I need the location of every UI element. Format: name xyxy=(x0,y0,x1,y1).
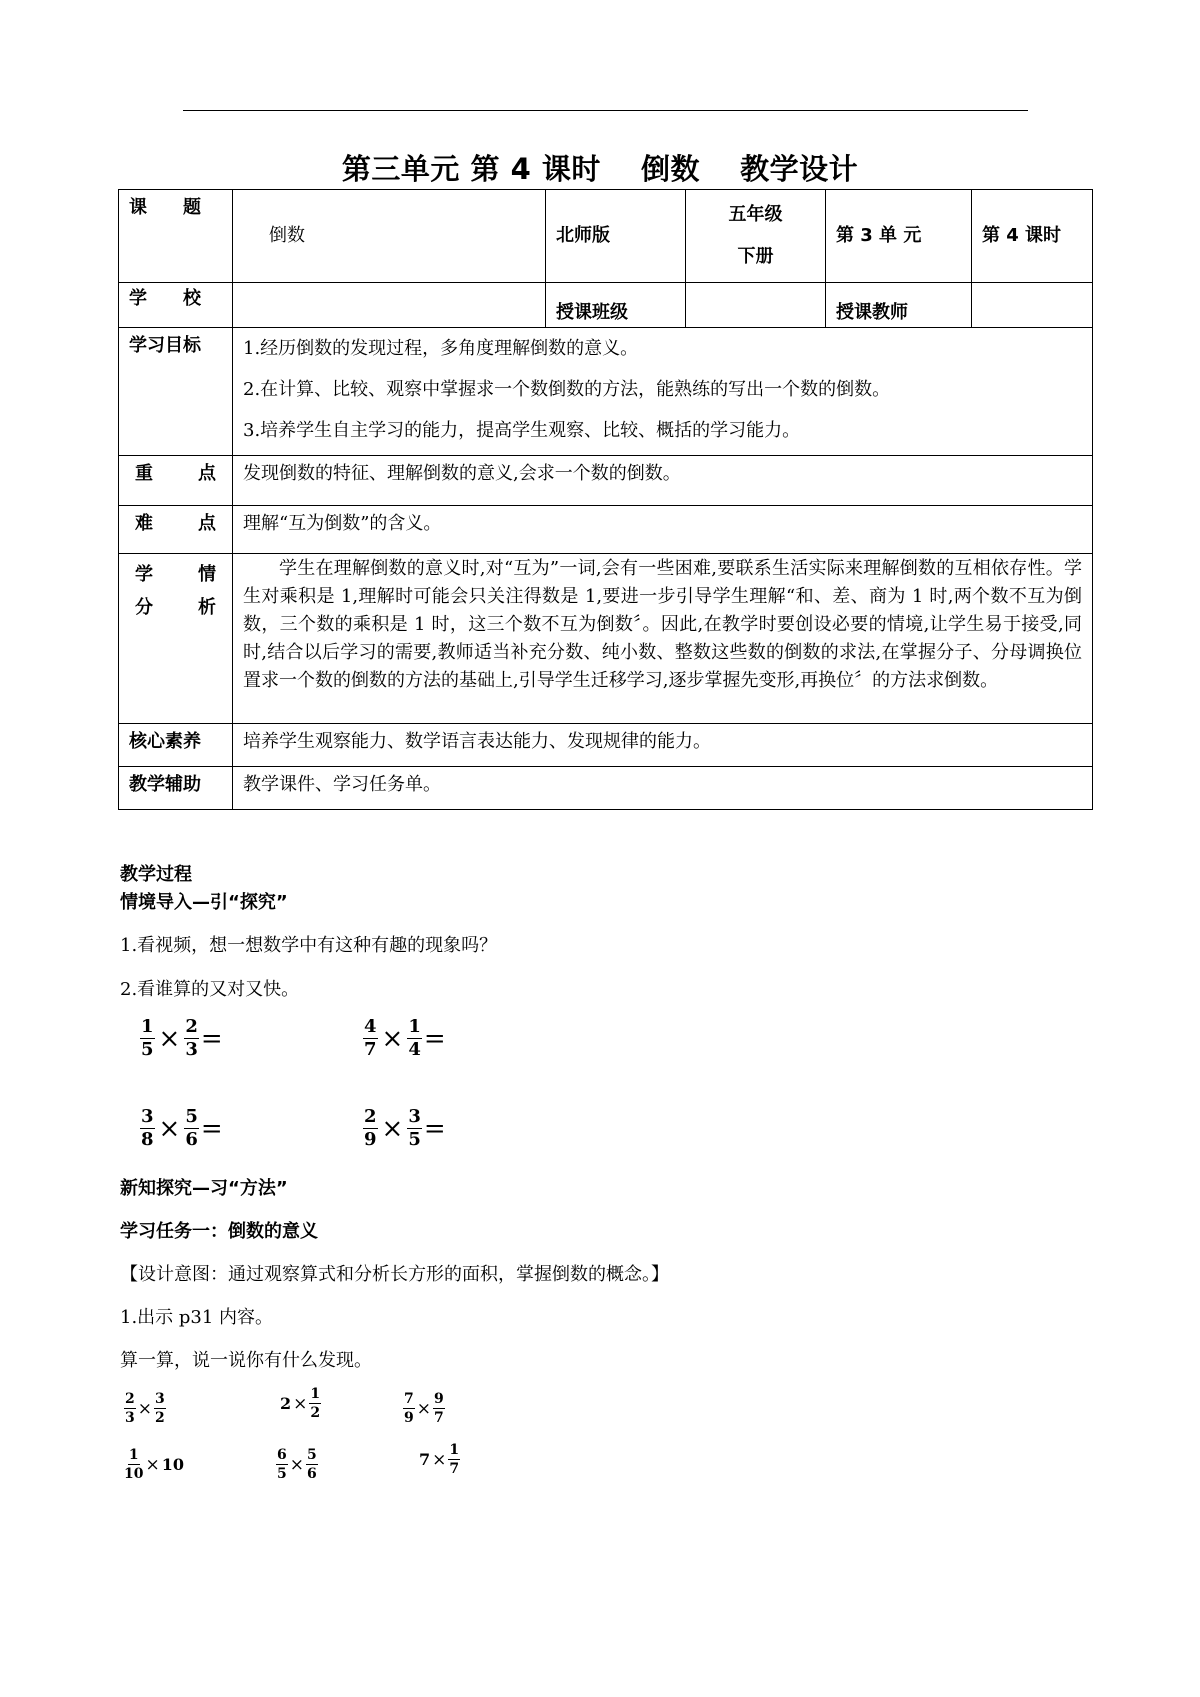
new-knowledge-heading: 新知探究—习“方法” xyxy=(120,1178,288,1199)
difficulty-label: 难 点 xyxy=(119,506,233,554)
analysis-label: 学 情 分 析 xyxy=(119,554,233,724)
quick-calc-2: $\frac{4}{7}$ × $\frac{1}{4}$ = xyxy=(364,1016,446,1060)
calc-prompt: 算一算，说一说你有什么发现。 xyxy=(120,1350,372,1371)
header-rule xyxy=(183,110,1028,111)
goal-item-2: 2.在计算、比较、观察中掌握求一个数倒数的方法，能熟练的写出一个数的倒数。 xyxy=(243,379,891,400)
table-row-analysis xyxy=(119,554,1093,724)
school-label: 学 校 xyxy=(119,283,233,328)
task-1-heading: 学习任务一：倒数的意义 xyxy=(120,1221,318,1242)
analysis-text: 学生在理解倒数的意义时,对“互为”一词,会有一些困难,要联系生活实际来理解倒数的互相依存性。学生对乘积是 1,理解时可能会只关注得数是 1,要进一步引导学生理解“和、差、商为 1 时,两个数不互为倒数，三个数的乘积是 1 时，这三个数不互为倒数〞。因此,在教学时要创设必要的情境,让学生易于接受,同时,结合以后学习的需要,教师适当补充分数、纯小数、整数这些数的倒数的求法,在掌握分子、分母调换位置求一个数的倒数的方法的基础上,引导学生迁移学习,逐步掌握先变形,再换位〞的方法求倒数。 xyxy=(233,554,1093,724)
step-2: 2.看谁算的又对又快。 xyxy=(120,979,300,1000)
show-content: 1.出示 p31 内容。 xyxy=(120,1307,274,1328)
grade-line-2: 下册 xyxy=(737,246,774,267)
design-intent: 【设计意图：通过观察算式和分析长方形的面积，掌握倒数的概念。】 xyxy=(120,1264,669,1285)
key-point-label: 重 点 xyxy=(119,456,233,506)
table-row-goals xyxy=(119,328,1093,456)
edition-value: 北师版 xyxy=(546,190,686,283)
table-row-key-point xyxy=(119,456,1093,506)
lesson-value: 第 4 课时 xyxy=(972,190,1093,283)
aids-text: 教学课件、学习任务单。 xyxy=(233,767,1093,810)
table-row-aids xyxy=(119,767,1093,810)
goal-item-1: 1.经历倒数的发现过程，多角度理解倒数的意义。 xyxy=(243,338,639,359)
example-2: 2 × $\frac{1}{2}$ xyxy=(280,1386,321,1421)
aids-label: 教学辅助 xyxy=(119,767,233,810)
example-1: $\frac{2}{3}$ × $\frac{3}{2}$ xyxy=(125,1391,165,1426)
topic-label: 课 题 xyxy=(119,190,233,283)
example-6: 7 × $\frac{1}{7}$ xyxy=(419,1442,460,1477)
teacher-label: 授课教师 xyxy=(826,283,972,328)
quick-calc-4: $\frac{2}{9}$ × $\frac{3}{5}$ = xyxy=(364,1106,446,1150)
core-label: 核心素养 xyxy=(119,724,233,767)
goals-list xyxy=(233,328,1093,456)
document-title: 第三单元 第 4 课时 倒数 教学设计 xyxy=(341,152,859,186)
example-5: $\frac{6}{5}$ × $\frac{5}{6}$ xyxy=(277,1447,317,1482)
quick-calc-3: $\frac{3}{8}$ × $\frac{5}{6}$ = xyxy=(141,1106,223,1150)
example-3: $\frac{7}{9}$ × $\frac{9}{7}$ xyxy=(404,1391,444,1426)
quick-calc-1: $\frac{1}{5}$ × $\frac{2}{3}$ = xyxy=(141,1016,223,1060)
topic-value: 倒数 xyxy=(233,190,546,283)
example-4: $\frac{1}{10}$ × 10 xyxy=(124,1447,184,1482)
difficulty-text: 理解“互为倒数”的含义。 xyxy=(233,506,1093,554)
table-row-core xyxy=(119,724,1093,767)
step-1: 1.看视频，想一想数学中有这种有趣的现象吗？ xyxy=(120,935,498,956)
school-value xyxy=(233,283,546,328)
unit-value: 第 3 单 元 xyxy=(826,190,972,283)
grade-line-1: 五年级 xyxy=(728,204,783,225)
intro-heading: 情境导入—引“探究” xyxy=(120,892,288,913)
goals-label: 学习目标 xyxy=(119,328,233,456)
grade-value xyxy=(686,190,826,283)
class-label: 授课班级 xyxy=(546,283,686,328)
teacher-value xyxy=(972,283,1093,328)
key-point-text: 发现倒数的特征、理解倒数的意义,会求一个数的倒数。 xyxy=(233,456,1093,506)
table-row-topic xyxy=(119,190,1093,283)
table-row-school xyxy=(119,283,1093,328)
goal-item-3: 3.培养学生自主学习的能力，提高学生观察、比较、概括的学习能力。 xyxy=(243,420,801,441)
table-row-difficulty xyxy=(119,506,1093,554)
lesson-info-table xyxy=(118,189,1093,810)
class-value xyxy=(686,283,826,328)
process-heading: 教学过程 xyxy=(120,864,192,885)
core-text: 培养学生观察能力、数学语言表达能力、发现规律的能力。 xyxy=(233,724,1093,767)
